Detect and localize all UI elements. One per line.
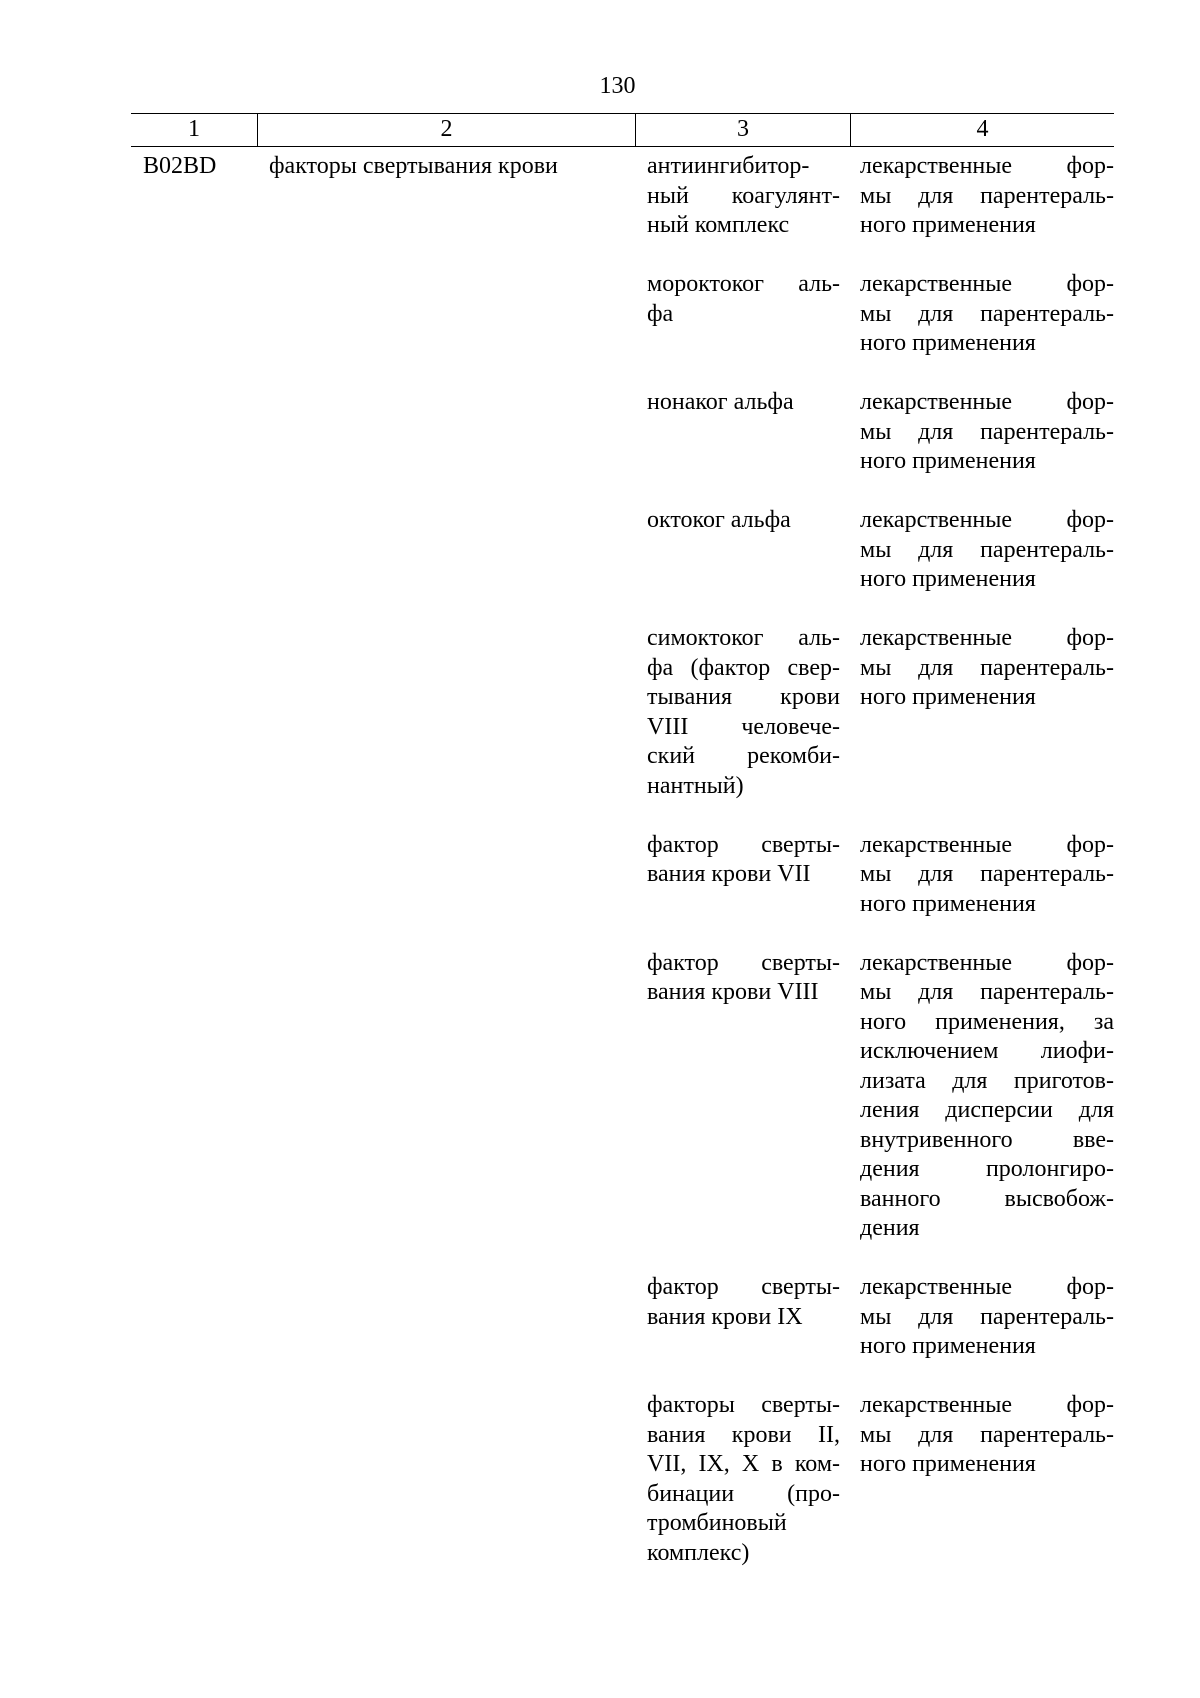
drug-name (635, 152, 850, 241)
text-line: дения пролонгиро- (860, 1156, 1114, 1182)
text-line: ного применения (860, 684, 1036, 710)
header-col-1: 1 (188, 116, 200, 142)
text-line: лекарственные фор- (860, 507, 1114, 533)
text-line: ного применения (860, 212, 1036, 238)
text-line: лекарственные фор- (860, 831, 1114, 858)
drug-name (635, 1273, 850, 1362)
text-line: нонаког альфа (647, 389, 794, 415)
dosage-form (850, 624, 1114, 801)
text-line: фа (фактор свер- (647, 654, 840, 681)
table-row (635, 1391, 1114, 1568)
header-col-4: 4 (850, 114, 1114, 146)
text-line: бинации (про- (647, 1480, 840, 1507)
text-line: нантный) (647, 772, 744, 799)
text-line: фактор сверты- (647, 831, 840, 858)
table-row (635, 152, 1114, 241)
dosage-form (850, 270, 1114, 359)
text-line: мы для парентераль- (860, 418, 1114, 445)
text-line: лекарственные фор- (860, 1274, 1114, 1300)
drug-name (635, 831, 850, 920)
text-line: ного применения, за (860, 1008, 1114, 1035)
text-line: мы для парентераль- (860, 861, 1114, 887)
text-line: ного применения (860, 1451, 1036, 1477)
text-line: фактор сверты- (647, 949, 840, 976)
text-line: ванного высвобож- (860, 1185, 1114, 1212)
table-header-row (131, 113, 1114, 147)
text-line: мы для парентераль- (860, 979, 1114, 1005)
table-row (635, 388, 1114, 477)
text-line: тромбиновый (647, 1510, 787, 1536)
drug-name (635, 1391, 850, 1568)
text-line: ный комплекс (647, 212, 790, 238)
dosage-form (850, 388, 1114, 477)
text-line: ного применения (860, 330, 1036, 356)
text-line: ления дисперсии для (860, 1097, 1114, 1123)
table-row (635, 506, 1114, 595)
text-line: вания крови IX (647, 1303, 803, 1330)
drug-name (635, 270, 850, 359)
dosage-form (850, 1273, 1114, 1362)
text-line: дения (860, 1215, 920, 1241)
table-row (635, 949, 1114, 1244)
text-line: фа (647, 300, 674, 327)
table-row (635, 270, 1114, 359)
drug-name (635, 506, 850, 595)
text-line: антиингибитор- (647, 153, 810, 179)
dosage-form (850, 831, 1114, 920)
header-col-2: 2 (257, 114, 635, 146)
text-line: комплекс) (647, 1539, 750, 1566)
text-line: лекарственные фор- (860, 271, 1114, 297)
table-row (635, 831, 1114, 920)
text-line: ный коагулянт- (647, 182, 840, 209)
dosage-form (850, 152, 1114, 241)
atc-code: B02BD (143, 153, 217, 179)
table-body-row (131, 147, 1114, 1598)
text-line: факторы сверты- (647, 1392, 840, 1418)
text-line: вания крови VIII (647, 979, 819, 1005)
text-line: лизата для приготов- (860, 1067, 1114, 1094)
drug-name (635, 388, 850, 477)
text-line: мы для парентераль- (860, 654, 1114, 681)
dosage-form (850, 506, 1114, 595)
table-row (635, 624, 1114, 801)
text-line: лекарственные фор- (860, 625, 1114, 651)
text-line: мы для парентераль- (860, 536, 1114, 563)
text-line: лекарственные фор- (860, 949, 1114, 976)
text-line: вания крови VII (647, 861, 811, 887)
pharmacological-group: факторы свертывания крови (269, 153, 558, 179)
text-line: ного применения (860, 448, 1036, 474)
text-line: лекарственные фор- (860, 389, 1114, 415)
drug-name (635, 624, 850, 801)
text-line: исключением лиофи- (860, 1038, 1114, 1064)
text-line: мы для парентераль- (860, 1421, 1114, 1448)
dosage-form (850, 949, 1114, 1244)
page-number: 130 (599, 73, 636, 99)
text-line: фактор сверты- (647, 1274, 840, 1300)
text-line: лекарственные фор- (860, 153, 1114, 179)
text-line: мороктоког аль- (647, 271, 840, 297)
text-line: VIII человече- (647, 713, 840, 740)
header-col-3: 3 (635, 114, 850, 146)
text-line: ного применения (860, 1333, 1036, 1359)
drug-table (131, 113, 1114, 1598)
table-row (635, 1273, 1114, 1362)
text-line: ного применения (860, 890, 1036, 917)
text-line: мы для парентераль- (860, 182, 1114, 209)
text-line: симоктоког аль- (647, 625, 840, 651)
text-line: VII, IX, X в ком- (647, 1451, 840, 1477)
text-line: мы для парентераль- (860, 1303, 1114, 1330)
text-line: вания крови II, (647, 1421, 840, 1448)
text-line: мы для парентераль- (860, 300, 1114, 327)
text-line: внутривенного вве- (860, 1126, 1114, 1153)
text-line: ного применения (860, 566, 1036, 592)
text-line: лекарственные фор- (860, 1392, 1114, 1418)
text-line: ский рекомби- (647, 743, 840, 769)
drug-entries (635, 147, 1114, 1598)
text-line: октоког альфа (647, 507, 791, 533)
text-line: тывания крови (647, 684, 840, 710)
drug-name (635, 949, 850, 1244)
dosage-form (850, 1391, 1114, 1568)
